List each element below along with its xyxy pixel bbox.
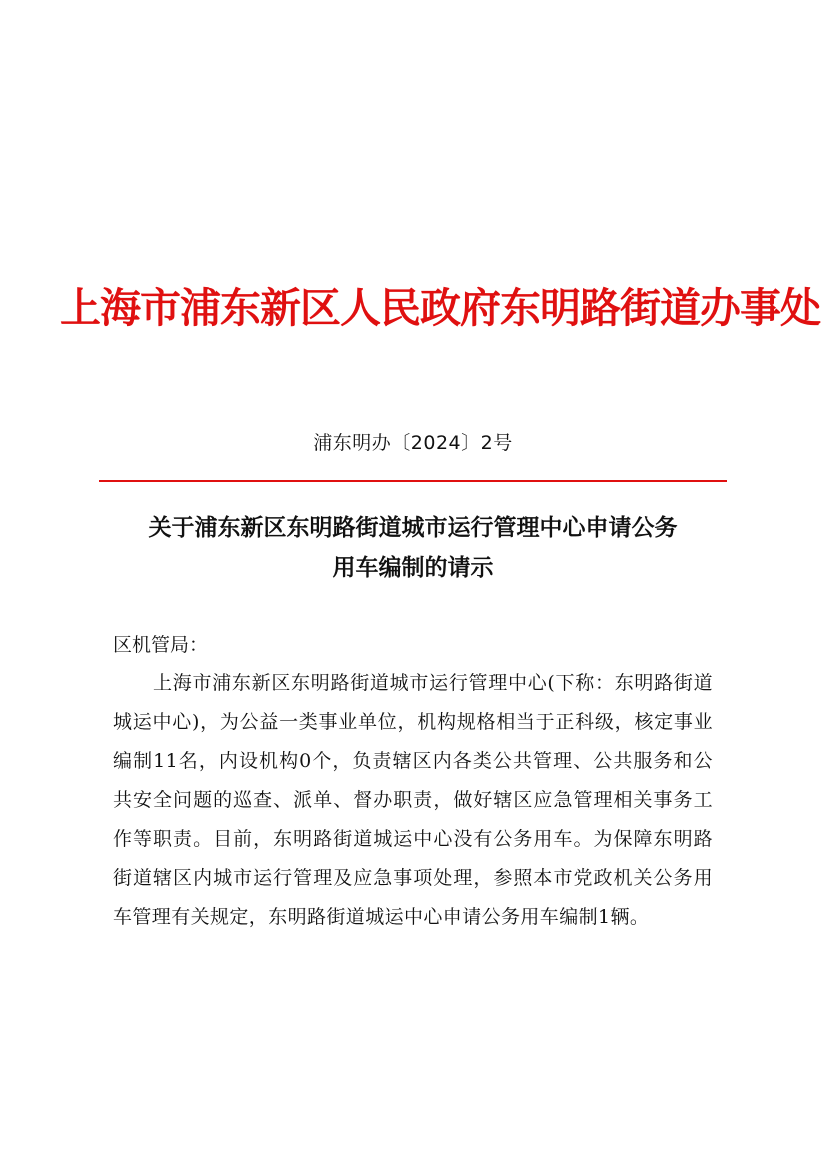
red-separator-line bbox=[99, 480, 727, 482]
issuing-authority-header: 上海市浦东新区人民政府东明路街道办事处 bbox=[60, 284, 820, 332]
body-paragraph: 上海市浦东新区东明路街道城市运行管理中心(下称：东明路街道城运中心)，为公益一类事业单位，机构规格相当于正科级，核定事业编制11名，内设机构0个，负责辖区内各类公共管理、公共服务和公共安全问题的巡查、派单、督办职责，做好辖区应急管理相关事务工作等职责。目前，东明路街道城运中心没有公务用车。为保障东明路街道辖区内城市运行管理及应急事项处理，参照本市党政机关公务用车管理有关规定，东明路街道城运中心申请公务用车编制1辆。 bbox=[113, 672, 713, 928]
document-title-line-1: 关于浦东新区东明路街道城市运行管理中心申请公务 bbox=[148, 515, 678, 541]
document-title-line-2: 用车编制的请示 bbox=[332, 555, 494, 581]
document-number: 浦东明办〔2024〕2号 bbox=[313, 432, 513, 454]
salutation: 区机管局： bbox=[113, 634, 209, 656]
document-title bbox=[90, 508, 736, 588]
